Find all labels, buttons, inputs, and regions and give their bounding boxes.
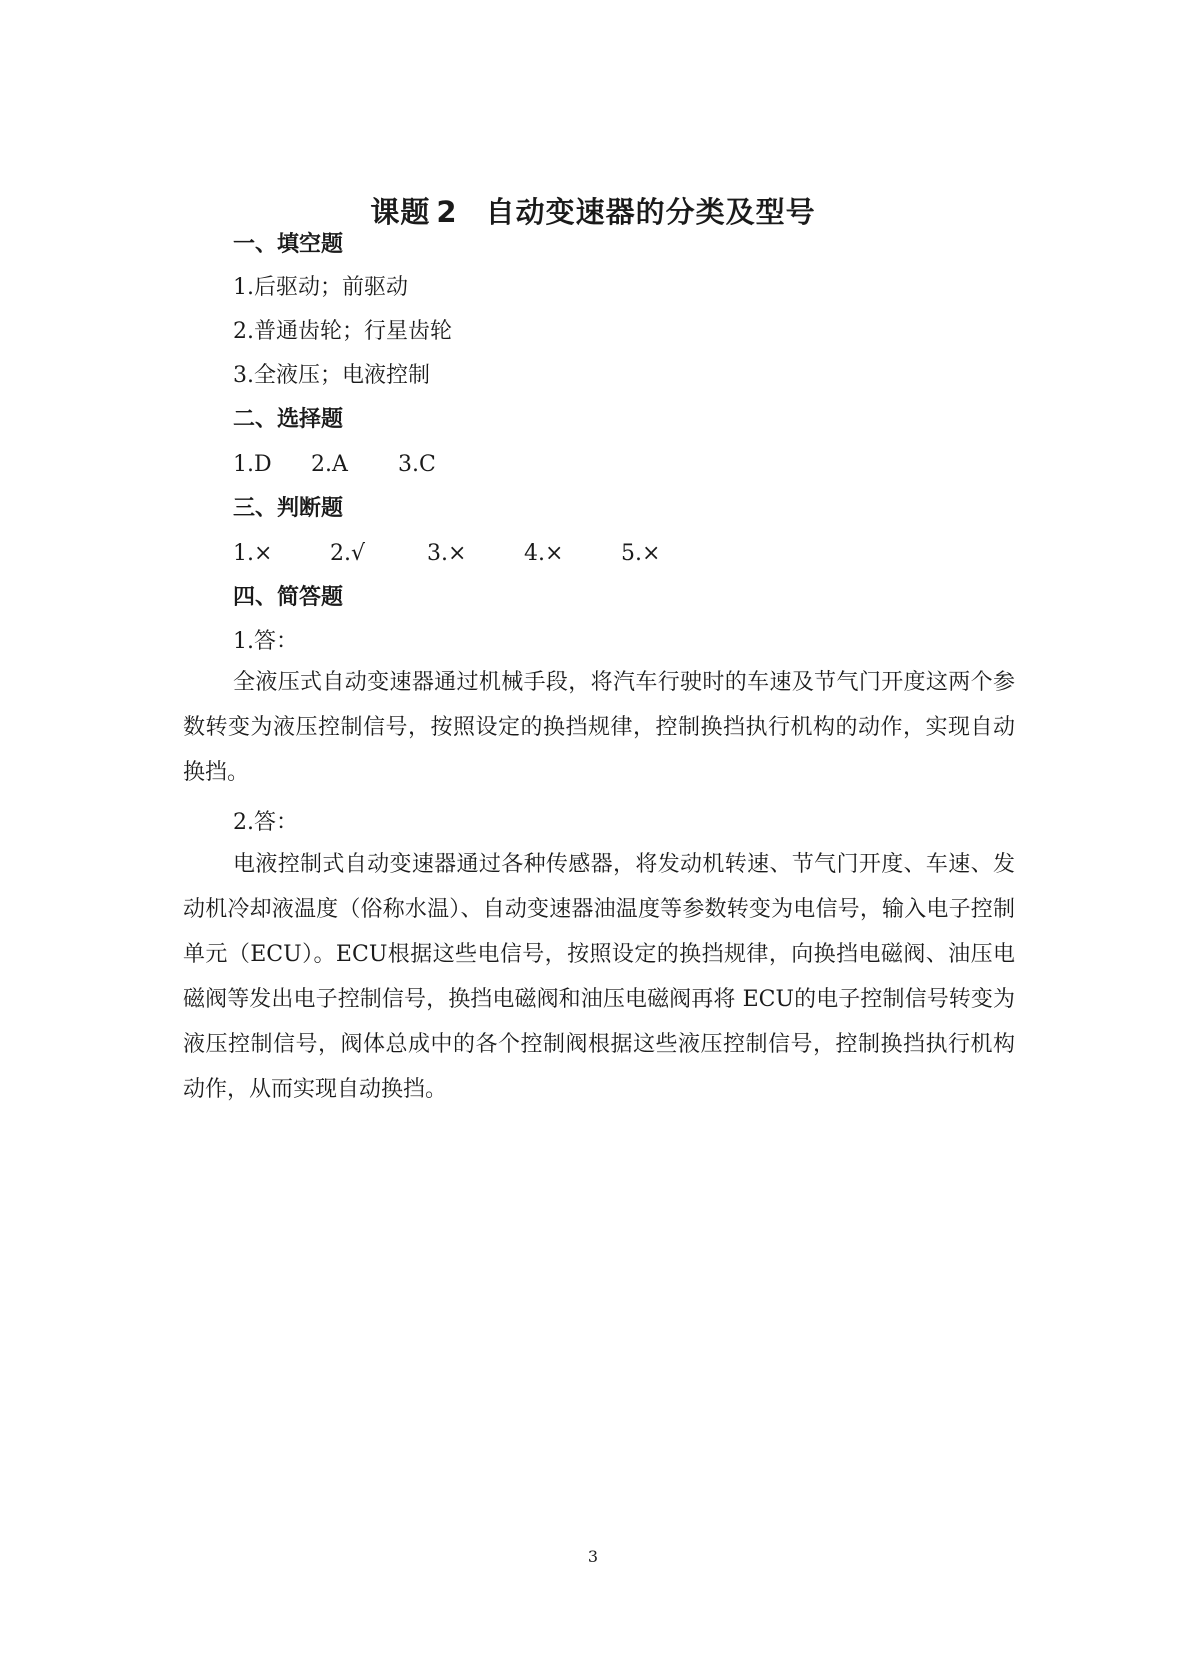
section-heading-choice: 二、选择题	[233, 407, 344, 432]
judgment-answer-2: 2.√	[330, 541, 366, 566]
section-heading-judgment: 三、判断题	[233, 496, 344, 521]
fill-in-answer-2: 2.普通齿轮；行星齿轮	[233, 319, 452, 344]
judgment-answer-5: 5.×	[621, 541, 661, 566]
title-text: 自动变速器的分类及型号	[485, 195, 816, 229]
short-answer-2-label: 2.答：	[233, 810, 298, 835]
title-label: 课题	[370, 195, 431, 229]
judgment-answer-1: 1.×	[233, 541, 273, 566]
judgment-answer-4: 4.×	[524, 541, 564, 566]
section-heading-short-answer: 四、简答题	[233, 585, 344, 610]
choice-answer-1: 1.D	[233, 452, 272, 477]
choice-answer-2: 2.A	[311, 452, 348, 477]
section-heading-fill-in: 一、填空题	[233, 232, 344, 257]
choice-answer-3: 3.C	[398, 452, 436, 477]
title-number: 2	[436, 195, 458, 229]
short-answer-1-text: 全液压式自动变速器通过机械手段，将汽车行驶时的车速及节气门开度这两个参数转变为液压控制信号，按照设定的换挡规律，控制换挡执行机构的动作，实现自动换挡。	[183, 670, 1015, 785]
fill-in-answer-3: 3.全液压；电液控制	[233, 363, 430, 388]
page-number: 3	[587, 1547, 599, 1566]
short-answer-2-text: 电液控制式自动变速器通过各种传感器，将发动机转速、节气门开度、车速、发动机冷却液温度（俗称水温）、自动变速器油温度等参数转变为电信号，输入电子控制单元（ECU）。ECU根据这些电信号，按照设定的换挡规律，向换挡电磁阀、油压电磁阀等发出电子控制信号，换挡电磁阀和油压电磁阀再将 ECU的电子控制信号转变为液压控制信号，阀体总成中的各个控制阀根据这些液压控制信号，控制换挡执行机构动作，从而实现自动换挡。	[183, 852, 1015, 1102]
judgment-answers-row	[233, 539, 733, 569]
page-title	[0, 190, 1186, 231]
short-answer-1-label: 1.答：	[233, 629, 298, 654]
judgment-answer-3: 3.×	[427, 541, 467, 566]
fill-in-answer-1: 1.后驱动；前驱动	[233, 275, 408, 300]
choice-answers-row	[233, 450, 533, 480]
